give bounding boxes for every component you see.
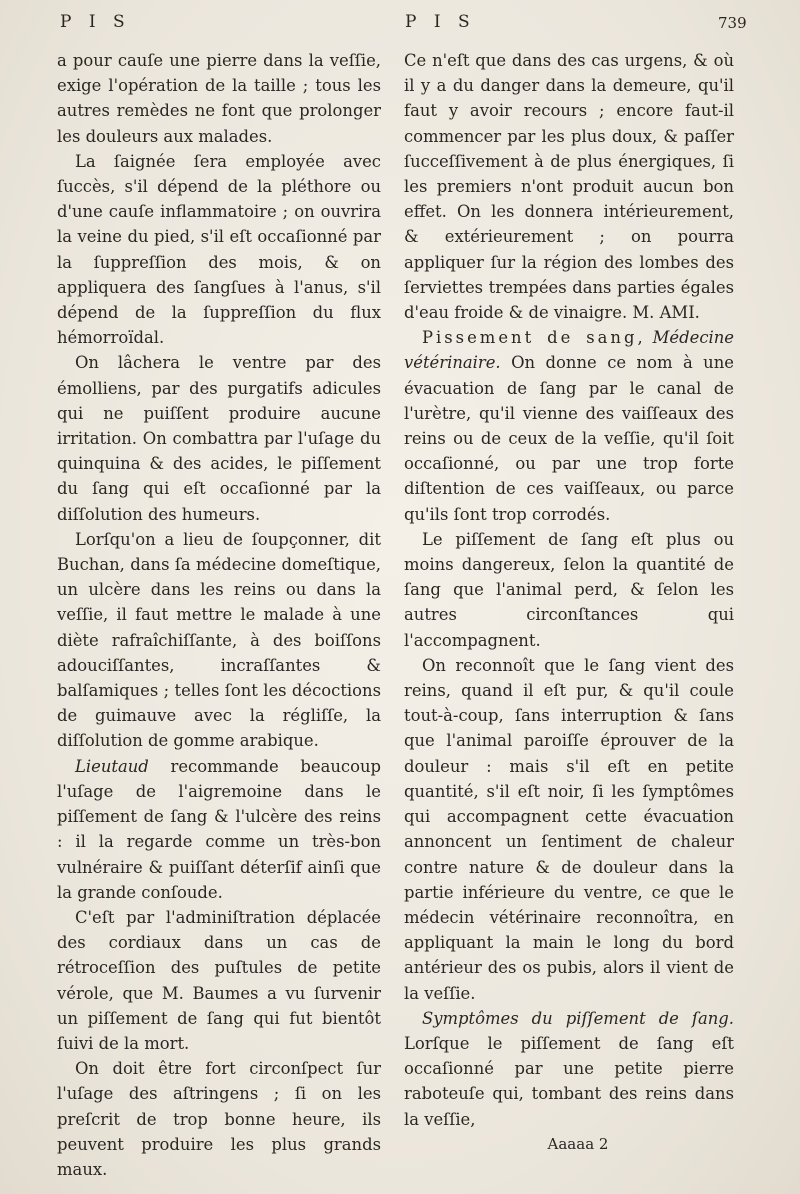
paragraph: Ce n'eſt que dans des cas urgens, & où il y a du danger dans la demeure, qu'il faut y avoir recours ; encore faut-il commencer par les plus doux, & paſſer ſucceſſivement à de plus énergiques, ſi les premiers n'ont produit aucun bon effet. On les donnera intérieurement, & extérieurement ; on pourra appliquer ſur la région des lombes des ſerviettes trempées dans parties égales d'eau froide & de vinaigre. M. AMI. [404,51,734,323]
paragraph: a pour cauſe une pierre dans la veſſie, exige l'opération de la taille ; tous les autres remèdes ne font que prolonger les douleurs aux malades. [57,51,381,146]
paragraph-text: On donne ce nom à une évacuation de ſang par le canal de l'urètre, qu'il vienne des vaiſſeaux des reins ou de ceux de la veſſie, qu'il ſoit occaſionné, ou par une trop forte diſtention de ces vaiſſeaux, ou parce qu'ils ſont trop corrodés. [404,353,734,524]
left-running-title: P I S [60,12,131,32]
entry-headword: Pissement de sang [422,328,638,348]
right-column [404,48,734,1157]
paragraph: La ſaignée ſera employée avec ſuccès, s'il dépend de la pléthore ou d'une cauſe inflammatoire ; on ouvrira la veine du pied, s'il eſt occaſionné par la ſuppreſſion des mois, & on appliquera des ſangſues à l'anus, s'il dépend de la ſuppreſſion du flux hémorroïdal. [57,151,381,348]
left-column [57,48,381,1182]
paragraph: On doit être fort circonſpect ſur l'uſage des aſtringens ; ſi on les preſcrit de trop bonne heure, ils peuvent produire les plus grands maux. [57,1059,381,1179]
paragraph: Le piſſement de ſang eſt plus ou moins dangereux, ſelon la quantité de ſang que l'animal perd, & ſelon les autres circonſtances qui l'accompagnent. [404,529,734,650]
paragraph [57,754,381,905]
entry-paragraph: Pissement de sang, Médecine vétérinaire. On donne ce nom à une évacuation de ſang par le canal de l'urètre, qu'il vienne des vaiſſeaux des reins ou de ceux de la veſſie, qu'il ſoit occaſionné, ou par une trop forte diſtention de ces vaiſſeaux, ou parce qu'ils ſont trop corrodés. [404,328,734,524]
signature-mark: Aaaaa 2 [547,1134,609,1153]
paragraph: On reconnoît que le ſang vient des reins, quand il eſt pur, & qu'il coule tout-à-coup, ſans interruption & ſans que l'animal paroiſſe éprouver de la douleur : mais s'il eſt en petite quantité, s'il eſt noir, ſi les ſymptômes qui accompagnent cette évacuation annoncent un ſentiment de chaleur contre nature & de douleur dans la partie inférieure du ventre, ce que le médecin vétérinaire reconnoîtra, en appliquant la main le long du bord antérieur des os pubis, alors il vient de la veſſie. [404,655,734,1003]
paragraph: On lâchera le ventre par des émolliens, par des purgatifs adicules qui ne puiſſent produire aucune irritation. On combattra par l'uſage du quinquina & des acides, le piſſement du ſang qui eſt occaſionné par la diſſolution des humeurs. [57,353,381,524]
entry-subject: Médecine vétérinaire. [404,328,734,373]
running-header [0,12,800,46]
page-number: 739 [718,14,747,32]
paragraph-text: recommande beaucoup l'uſage de l'aigremoine dans le piſſement de ſang & l'ulcère des reins : il la regarde comme un très-bon vulnéraire & puiſſant déterſif ainſi que la grande conſoude. [57,756,381,902]
paragraph-text: Lorſque le piſſement de ſang eſt occaſionné par une petite pierre raboteuſe qui, tombant des reins dans la veſſie, [404,1033,734,1129]
paragraph: Lorſqu'on a lieu de ſoupçonner, dit Buchan, dans ſa médecine domeſtique, un ulcère dans les reins ou dans la veſſie, il faut mettre le malade à une diète rafraîchiſſante, à des boiſſons adouciſſantes, incraſſantes & balſamiques ; telles ſont les décoctions de guimauve avec la régliſſe, la diſſolution de gomme arabique. [57,529,381,751]
author-name: Lieutaud [75,756,149,776]
section-heading: Symptômes du piſſement de ſang. [422,1008,734,1028]
paragraph [404,1006,734,1132]
right-running-title: P I S [405,12,476,32]
paragraph: C'eſt par l'adminiſtration déplacée des cordiaux dans un cas de rétroceſſion des puſtules de petite vérole, que M. Baumes a vu ſurvenir un piſſement de ſang qui fut bientôt ſuivi de la mort. [57,907,381,1053]
